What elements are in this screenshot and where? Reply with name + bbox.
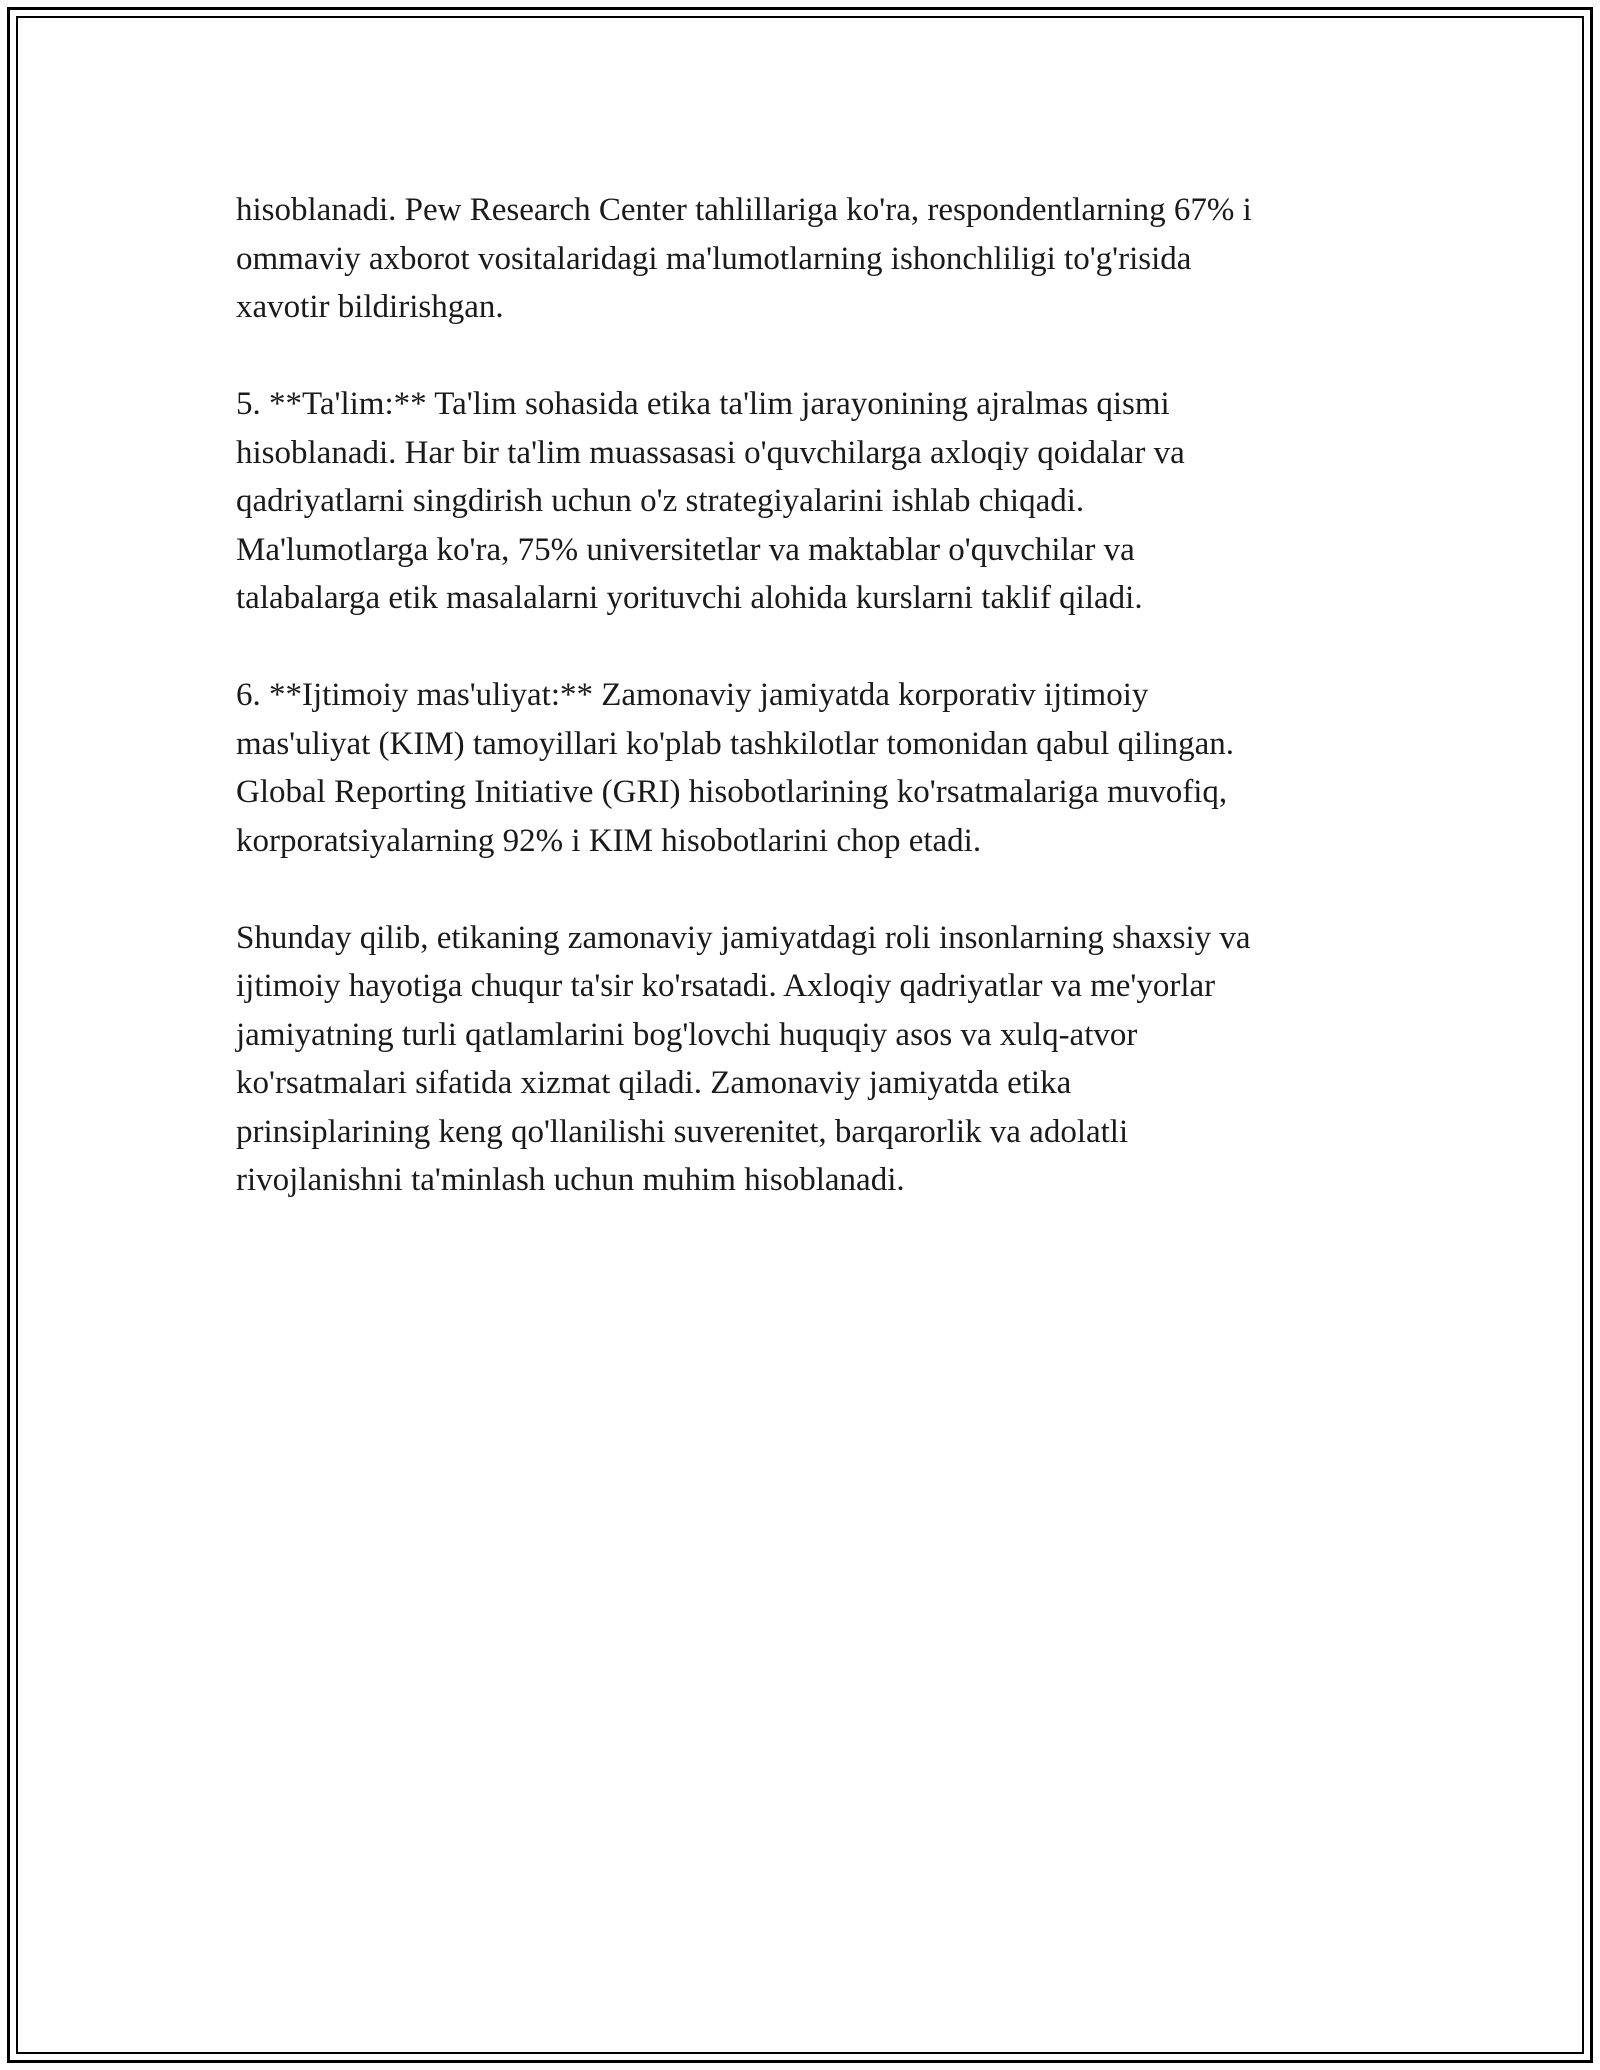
text-line: ko'rsatmalari sifatida xizmat qiladi. Zamonaviy jamiyatda etika <box>236 1065 1072 1101</box>
text-line: 5. **Ta'lim:** Ta'lim sohasida etika ta'lim jarayonining ajralmas qismi <box>236 386 1170 422</box>
text-line: jamiyatning turli qatlamlarini bog'lovchi huquqiy asos va xulq-atvor <box>236 1016 1138 1053</box>
paragraph-pew-research <box>236 186 1386 332</box>
text-line: talabalarga etik masalalarni yorituvchi alohida kurslarni taklif qiladi. <box>236 580 1143 616</box>
text-line: korporatsiyalarning 92% i KIM hisobotlarini chop etadi. <box>236 822 982 859</box>
text-line: Ma'lumotlarga ko'ra, 75% universitetlar va maktablar o'quvchilar va <box>236 531 1135 568</box>
text-line: hisoblanadi. Pew Research Center tahlillariga ko'ra, respondentlarning 67% i <box>236 192 1252 228</box>
text-line: mas'uliyat (KIM) tamoyillari ko'plab tashkilotlar tomonidan qabul qilingan. <box>236 725 1235 762</box>
paragraph-talim <box>236 380 1386 623</box>
document-body <box>236 186 1386 1253</box>
paragraph-conclusion <box>236 914 1386 1205</box>
text-line: rivojlanishni ta'minlash uchun muhim hisoblanadi. <box>236 1162 905 1198</box>
text-line: prinsiplarining keng qo'llanilishi suverenitet, barqarorlik va adolatli <box>236 1113 1129 1150</box>
text-line: xavotir bildirishgan. <box>236 289 504 325</box>
text-line: Global Reporting Initiative (GRI) hisobotlarining ko'rsatmalariga muvofiq, <box>236 774 1228 810</box>
paragraph-ijtimoiy-masuliyat <box>236 671 1386 865</box>
text-line: 6. **Ijtimoiy mas'uliyat:** Zamonaviy jamiyatda korporativ ijtimoiy <box>236 677 1149 713</box>
text-line: hisoblanadi. Har bir ta'lim muassasasi o'quvchilarga axloqiy qoidalar va <box>236 434 1185 471</box>
text-line: qadriyatlarni singdirish uchun o'z strategiyalarini ishlab chiqadi. <box>236 483 1085 519</box>
text-line: ommaviy axborot vositalaridagi ma'lumotlarning ishonchliligi to'g'risida <box>236 240 1192 277</box>
text-line: ijtimoiy hayotiga chuqur ta'sir ko'rsatadi. Axloqiy qadriyatlar va me'yorlar <box>236 968 1216 1004</box>
text-line: Shunday qilib, etikaning zamonaviy jamiyatdagi roli insonlarning shaxsiy va <box>236 919 1251 956</box>
